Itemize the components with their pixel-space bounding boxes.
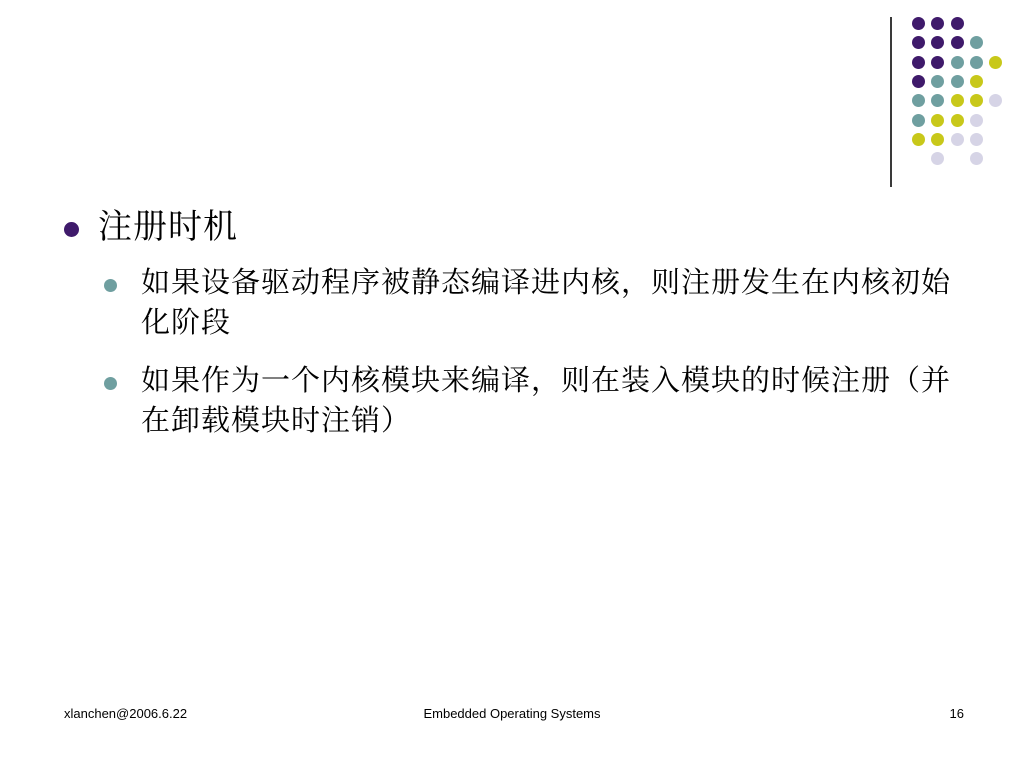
decorative-dot-icon (951, 56, 964, 69)
decorative-dot-icon (931, 94, 944, 107)
decorative-dot-icon (951, 17, 964, 30)
decorative-dot-icon (912, 17, 925, 30)
decorative-dot-icon (970, 56, 983, 69)
decorative-dot-icon (912, 94, 925, 107)
decorative-dot-icon (931, 114, 944, 127)
bullet-text: 如果设备驱动程序被静态编译进内核，则注册发生在内核初始化阶段 (141, 265, 952, 339)
decorative-dot-icon (970, 133, 983, 146)
decorative-dot-icon (989, 94, 1002, 107)
decorative-divider-line (890, 17, 892, 187)
bullet-level1 (64, 200, 238, 254)
decorative-dot-icon (931, 133, 944, 146)
decorative-dot-icon (931, 56, 944, 69)
decorative-dot-icon (912, 36, 925, 49)
decorative-dot-icon (931, 17, 944, 30)
decorative-dot-icon (912, 114, 925, 127)
decorative-dot-icon (970, 94, 983, 107)
decorative-dot-icon (989, 56, 1002, 69)
decorative-dot-icon (970, 114, 983, 127)
footer-title: Embedded Operating Systems (423, 706, 601, 721)
decorative-dot-grid (900, 8, 1010, 168)
decorative-dot-icon (951, 133, 964, 146)
heading-text: 注册时机 (98, 207, 238, 247)
decorative-dot-icon (912, 133, 925, 146)
footer-author-date: xlanchen@2006.6.22 (64, 706, 188, 721)
decorative-dot-icon (951, 94, 964, 107)
decorative-dot-icon (951, 36, 964, 49)
decorative-dot-icon (912, 75, 925, 88)
decorative-dot-icon (951, 75, 964, 88)
decorative-dot-icon (931, 36, 944, 49)
decorative-dot-icon (970, 152, 983, 165)
decorative-dot-icon (931, 152, 944, 165)
footer-page-number: 16 (949, 706, 964, 721)
bullet-dot-icon (104, 279, 117, 292)
bullet-dot-icon (104, 377, 117, 390)
decorative-dot-icon (970, 75, 983, 88)
bullet-text: 如果作为一个内核模块来编译，则在装入模块的时候注册（并在卸载模块时注销） (141, 363, 952, 437)
decorative-dot-icon (951, 114, 964, 127)
bullet-dot-icon (64, 222, 79, 237)
bullet-level2-item-1 (104, 262, 964, 342)
decorative-dot-icon (912, 56, 925, 69)
bullet-level2-item-2 (104, 360, 964, 440)
decorative-dot-icon (931, 75, 944, 88)
decorative-dot-icon (970, 36, 983, 49)
